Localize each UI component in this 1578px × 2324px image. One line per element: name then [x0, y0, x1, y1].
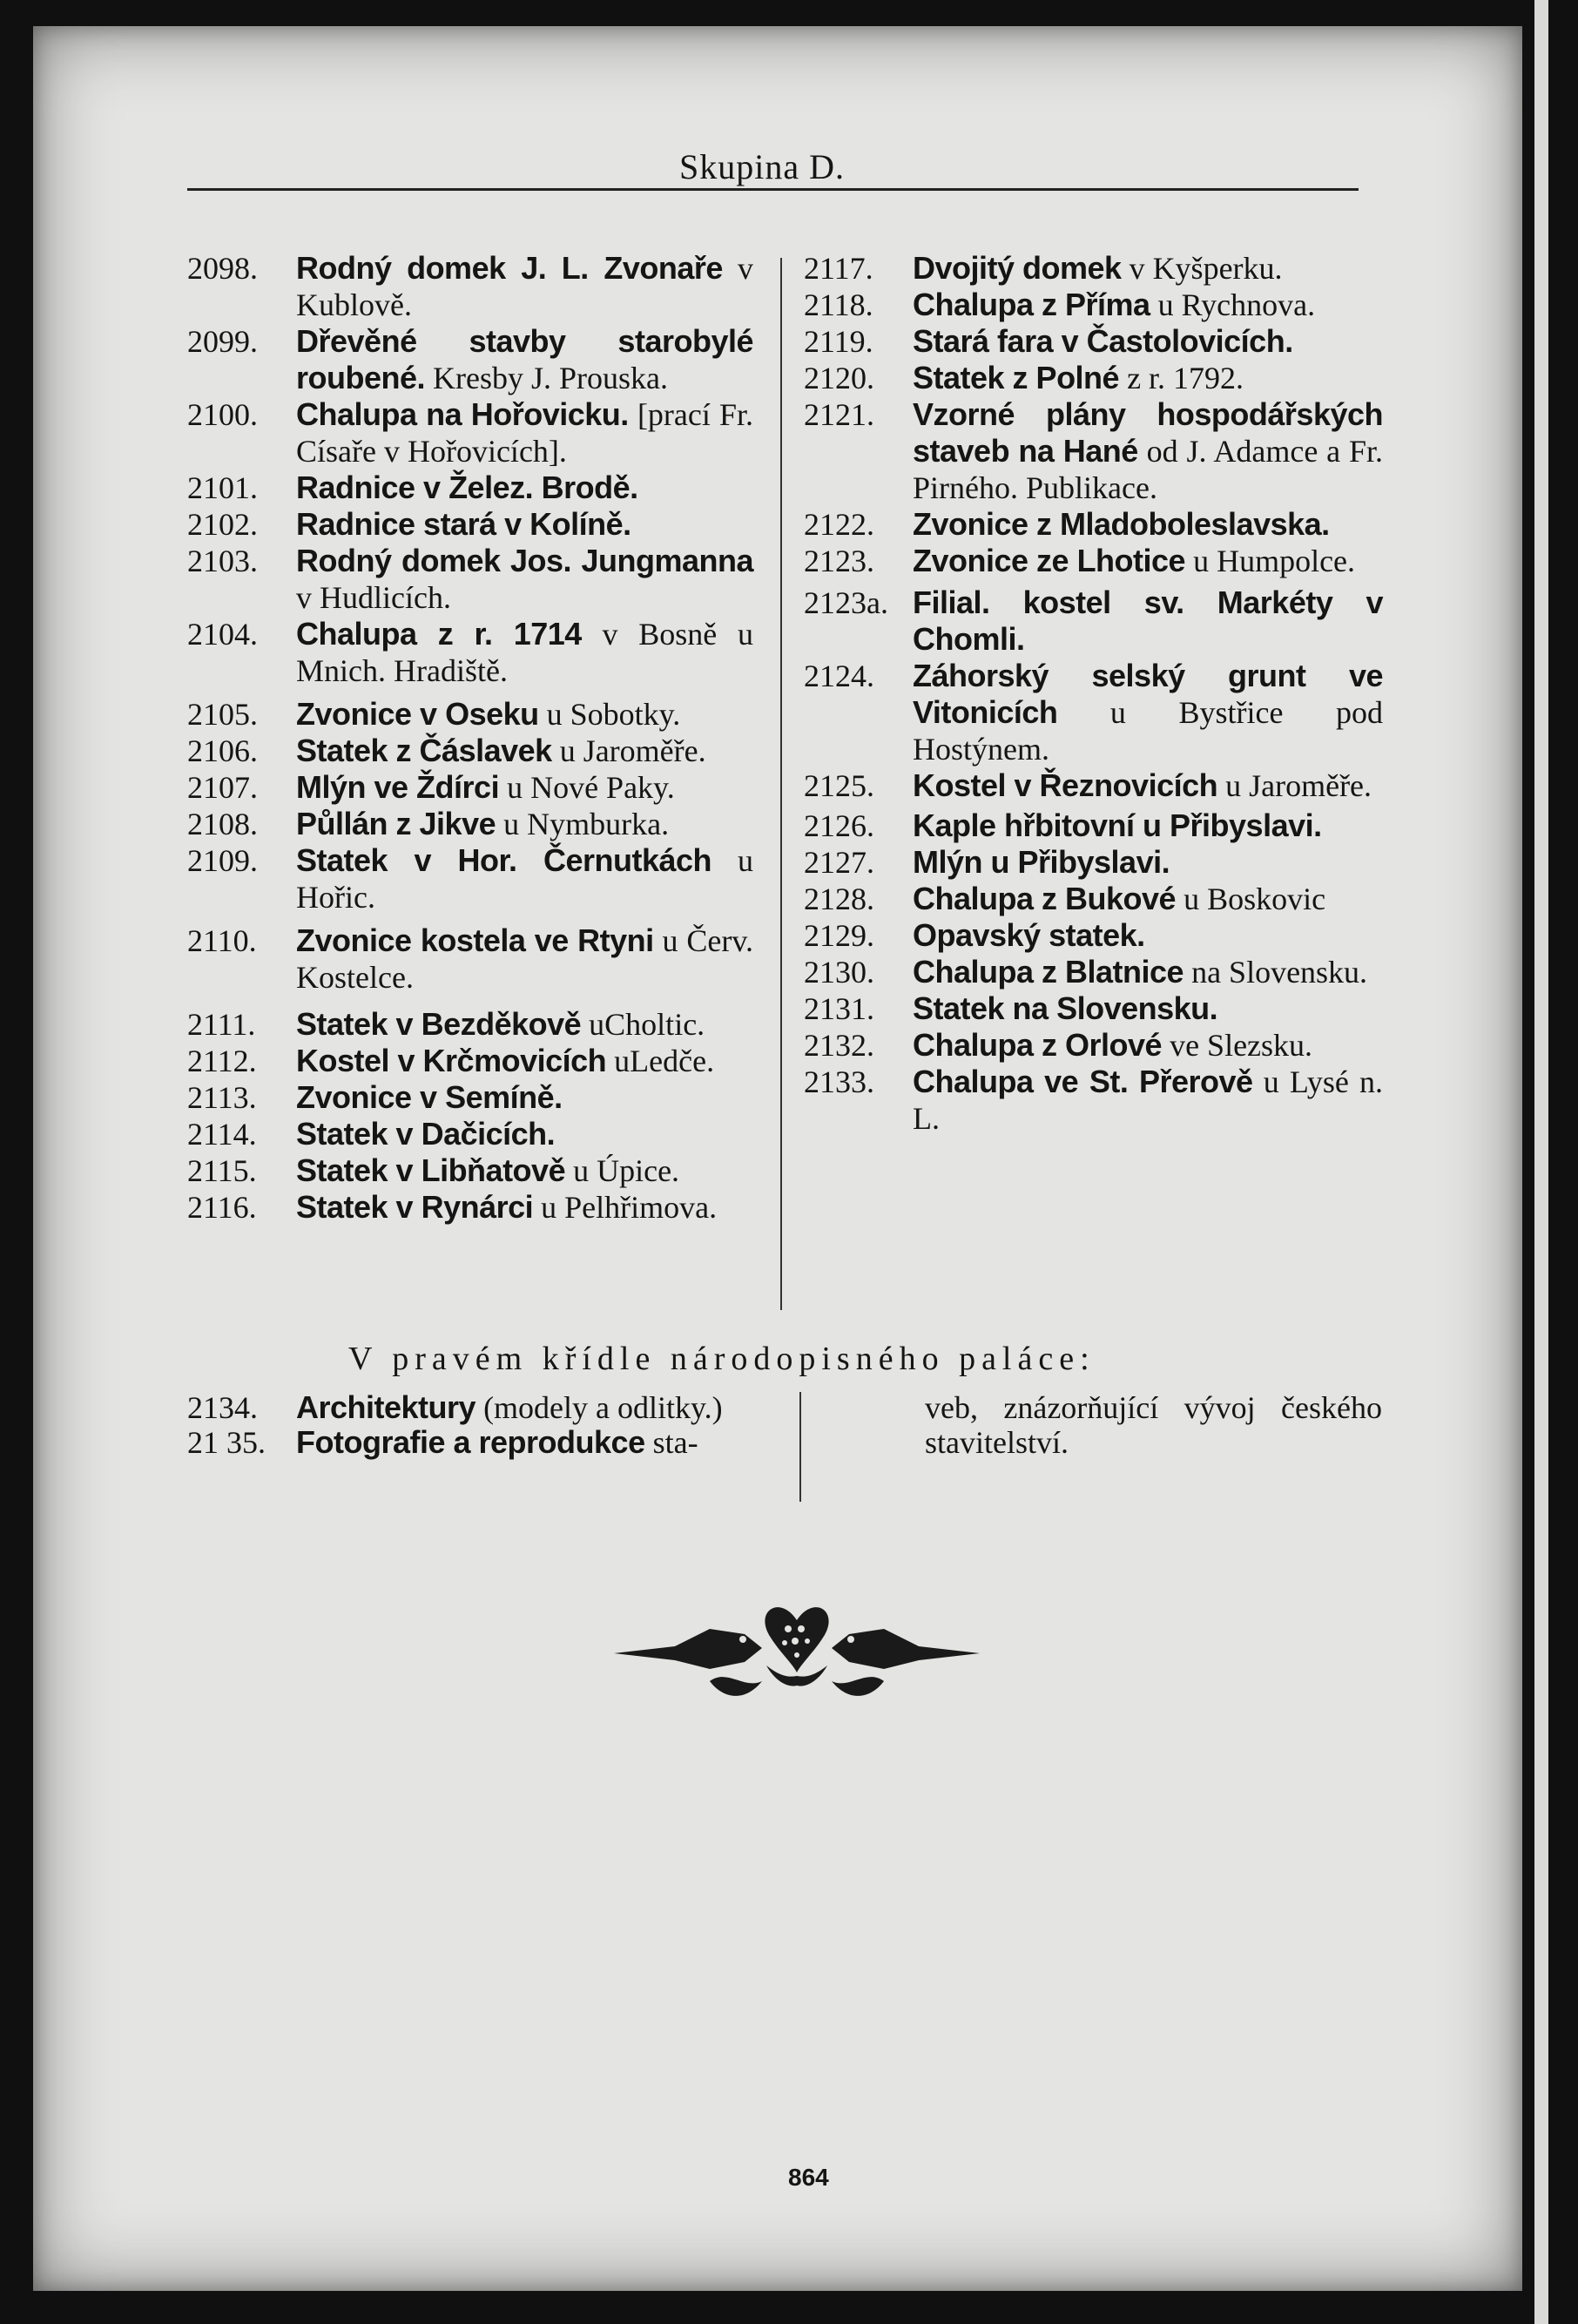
page-header: Skupina D.: [679, 147, 845, 186]
entry-description: u Humpolce.: [1193, 544, 1356, 578]
entry-description: u Hořic.: [296, 843, 753, 915]
entry-title: Opavský statek.: [913, 917, 1145, 953]
entry-description: (modely a odlitky.): [483, 1390, 723, 1425]
section-left-column: [187, 1390, 771, 1460]
entry-title: Chalupa z r. 1714: [296, 616, 582, 652]
entry-number: 2123a.: [804, 585, 888, 620]
entry: [804, 543, 1383, 579]
section-heading: V pravém křídle národopisného paláce:: [348, 1341, 1096, 1377]
entry-description: [prací Fr. Císaře v Hořovicích].: [296, 397, 754, 469]
entry-number: 2101.: [187, 470, 258, 505]
entry-description: v Kublově.: [296, 251, 754, 322]
entry: [187, 250, 753, 323]
section-right-text: veb, znázorňující vývoj českého stavitelství.: [925, 1390, 1382, 1460]
entry-description: u Červ. Kostelce.: [296, 923, 754, 995]
entry: [804, 396, 1383, 506]
entry-number: 2127.: [804, 845, 874, 880]
entry: [804, 954, 1383, 990]
entry-title: Chalupa z Blatnice: [913, 954, 1184, 990]
entry-description: uCholtic.: [589, 1007, 705, 1042]
entry-number: 2106.: [187, 733, 258, 768]
entry: [804, 807, 1383, 844]
entry-number: 2134.: [187, 1390, 258, 1425]
entry: [804, 360, 1383, 396]
section-divider: [799, 1392, 801, 1502]
entry-title: Chalupa na Hořovicku.: [296, 396, 629, 432]
entry-number: 2132.: [804, 1028, 874, 1063]
entry-description: v Hudlicích.: [296, 580, 451, 615]
entry-description: v Kyšperku.: [1129, 251, 1283, 286]
entry: [187, 616, 753, 689]
entry-title: Kaple hřbitovní u Přibyslavi.: [913, 807, 1322, 843]
entry-title: Statek v Libňatově: [296, 1152, 566, 1188]
entry-title: Mlýn u Přibyslavi.: [913, 844, 1170, 880]
entry-title: Fotografie a reprodukce: [296, 1424, 645, 1460]
entry-number: 2108.: [187, 807, 258, 841]
entry: [804, 323, 1383, 360]
entry-number: 2107.: [187, 770, 258, 805]
entry: [804, 881, 1383, 917]
entry-number: 2098.: [187, 251, 258, 286]
entry-title: Kostel v Řeznovicích: [913, 767, 1218, 803]
entry-title: Půllán z Jikve: [296, 806, 496, 841]
entry-description: u Nové Paky.: [507, 770, 675, 805]
entry-title: Rodný domek J. L. Zvonaře: [296, 250, 723, 286]
entry: [187, 1006, 753, 1043]
entry-description: na Slovensku.: [1191, 955, 1368, 990]
decorative-birds-ornament: [614, 1585, 980, 1707]
entry-title: Záhorský selský grunt ve Vitonicích: [913, 658, 1383, 730]
entry-description: u Jaroměře.: [1225, 768, 1372, 803]
page-edge: [1534, 0, 1548, 2324]
entry-number: 2126.: [804, 808, 874, 843]
entry-number: 2113.: [187, 1080, 257, 1115]
entry-description: u Úpice.: [573, 1153, 680, 1188]
entry: [804, 658, 1383, 767]
entry-number: 21 35.: [187, 1425, 266, 1460]
entry-description: u Nymburka.: [503, 807, 670, 841]
entry-title: Statek v Dačicích.: [296, 1116, 556, 1152]
entry-number: 2102.: [187, 507, 258, 542]
entry-title: Chalupa z Příma: [913, 287, 1150, 322]
entry-title: Architektury: [296, 1389, 476, 1425]
entry-number: 2123.: [804, 544, 874, 578]
entry-title: Statek z Polné: [913, 360, 1120, 395]
entry-description: ve Slezsku.: [1170, 1028, 1313, 1063]
entry: [187, 696, 753, 733]
entry-title: Chalupa z Bukové: [913, 881, 1177, 916]
entry-title: Radnice v Želez. Brodě.: [296, 470, 638, 505]
entry-description: u Pelhřimova.: [541, 1190, 718, 1225]
entry: [187, 1116, 753, 1152]
entry-title: Dřevěné stavby starobylé roubené.: [296, 323, 753, 395]
entry-description: z r. 1792.: [1127, 361, 1244, 395]
entry-description: u Jaroměře.: [559, 733, 706, 768]
entry-number: 2117.: [804, 251, 873, 286]
entry-number: 2099.: [187, 324, 258, 359]
entry: [804, 1064, 1383, 1137]
right-column: [804, 250, 1383, 1137]
entry-number: 2104.: [187, 617, 258, 652]
entry: [187, 323, 753, 396]
entry-title: Statek na Slovensku.: [913, 990, 1218, 1026]
entry-description: v Bosně u Mnich. Hradiště.: [296, 617, 753, 688]
entry-number: 2128.: [804, 882, 874, 916]
entry-title: Chalupa ve St. Přerově: [913, 1064, 1253, 1099]
entry: [804, 584, 1383, 658]
entry-title: Statek z Čáslavek: [296, 733, 552, 768]
entry: [187, 769, 753, 806]
entry: [187, 842, 753, 915]
entry: [804, 506, 1383, 543]
entry-title: Zvonice z Mladoboleslavska.: [913, 506, 1330, 542]
entry-number: 2105.: [187, 697, 258, 732]
entry-title: Filial. kostel sv. Markéty v Chomli.: [913, 584, 1383, 657]
entry: [187, 922, 753, 996]
entry: [187, 806, 753, 842]
entry-number: 2103.: [187, 544, 258, 578]
entry-title: Kostel v Krčmovicích: [296, 1043, 607, 1078]
entry: [804, 767, 1383, 804]
entry: [187, 543, 753, 616]
entry-description: uLedče.: [614, 1044, 715, 1078]
entry-title: Zvonice v Semíně.: [296, 1079, 563, 1115]
entry-title: Statek v Bezděkově: [296, 1006, 582, 1042]
entry-number: 2124.: [804, 659, 874, 693]
right-bird-icon: [832, 1629, 980, 1669]
entry: [187, 470, 753, 506]
entry: [804, 990, 1383, 1027]
entry-number: 2120.: [804, 361, 874, 395]
entry: [187, 396, 753, 470]
column-divider: [780, 258, 782, 1310]
entry-title: Zvonice ze Lhotice: [913, 543, 1186, 578]
entry: [187, 1425, 771, 1460]
entry: [187, 1079, 753, 1116]
entry-number: 2111.: [187, 1007, 256, 1042]
header-rule: [187, 188, 1359, 191]
entry-description: u Lysé n. L.: [913, 1064, 1383, 1136]
entry-title: Zvonice v Oseku: [296, 696, 539, 732]
entry-number: 2110.: [187, 923, 257, 958]
entry-title: Mlýn ve Ždírci: [296, 769, 500, 805]
entry-description: u Rychnova.: [1157, 287, 1316, 322]
entry: [804, 1027, 1383, 1064]
entry-title: Stará fara v Častolovicích.: [913, 323, 1293, 359]
entry-title: Zvonice kostela ve Rtyni: [296, 922, 654, 958]
entry-title: Chalupa z Orlové: [913, 1027, 1163, 1063]
entry: [187, 1390, 771, 1425]
entry-description: u Bystřice pod Hostýnem.: [913, 695, 1383, 767]
entry-description: sta-: [652, 1425, 698, 1460]
entry-number: 2130.: [804, 955, 874, 990]
entry-number: 2115.: [187, 1153, 257, 1188]
entry-number: 2133.: [804, 1064, 874, 1099]
entry-number: 2109.: [187, 843, 258, 878]
entry: [804, 287, 1383, 323]
entry: [804, 917, 1383, 954]
entry-title: Dvojitý domek: [913, 250, 1122, 286]
entry-title: Vzorné plány hospodářských staveb na Hané: [913, 396, 1383, 469]
entry-title: Rodný domek Jos. Jungmanna: [296, 543, 753, 578]
page-number: 864: [788, 2164, 829, 2191]
left-bird-icon: [614, 1629, 762, 1669]
entry: [804, 844, 1383, 881]
entry: [187, 1189, 753, 1226]
entry-description: u Boskovic: [1184, 882, 1326, 916]
entry-number: 2118.: [804, 287, 873, 322]
entry-number: 2116.: [187, 1190, 257, 1225]
entry: [187, 1152, 753, 1189]
entry-number: 2125.: [804, 768, 874, 803]
entry-description: od J. Adamce a Fr. Pirného. Publikace.: [913, 434, 1383, 505]
entry-title: Radnice stará v Kolíně.: [296, 506, 631, 542]
entry-title: Statek v Hor. Černutkách: [296, 842, 712, 878]
entry-description: Kresby J. Prouska.: [433, 361, 668, 395]
entry-number: 2100.: [187, 397, 258, 432]
entry-title: Statek v Rynárci: [296, 1189, 534, 1225]
entry-number: 2131.: [804, 991, 874, 1026]
entry: [187, 506, 753, 543]
left-column: [187, 250, 753, 1226]
entry-number: 2122.: [804, 507, 874, 542]
entry-number: 2114.: [187, 1117, 257, 1152]
entry-number: 2112.: [187, 1044, 257, 1078]
entry-description: u Sobotky.: [546, 697, 681, 732]
entry-number: 2121.: [804, 397, 874, 432]
entry-number: 2129.: [804, 918, 874, 953]
entry: [187, 733, 753, 769]
entry: [804, 250, 1383, 287]
entry-number: 2119.: [804, 324, 873, 359]
entry: [187, 1043, 753, 1079]
